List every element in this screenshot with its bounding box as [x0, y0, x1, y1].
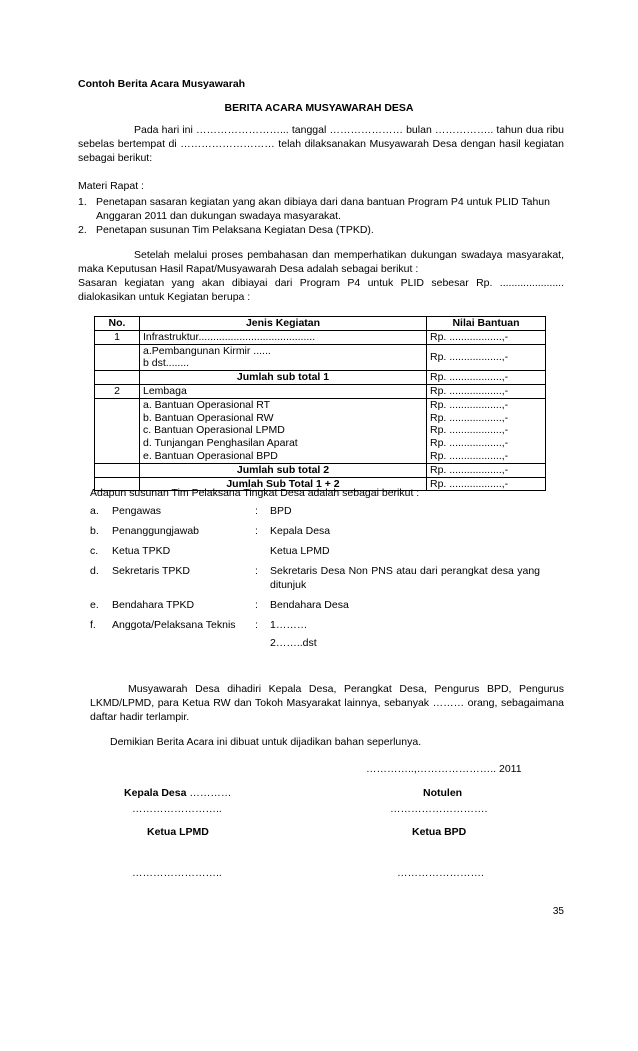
- kepala-desa-label: Kepala Desa: [124, 787, 187, 799]
- list-item: [90, 599, 560, 619]
- sub-item: a. Bantuan Operasional RT: [143, 398, 271, 411]
- total-label: Jumlah Sub Total 1 + 2: [140, 477, 427, 491]
- opening-paragraph: Pada hari ini ……………………... tanggal ………………… bulan …………….. tahun dua ribu sebelas bertempat di ……………………… telah dilaksanakan Musyawarah Desa dengan hasil kegiatan sebagai berikut:: [78, 124, 564, 164]
- ketua-bpd-name: …………………….: [397, 867, 484, 879]
- notulen-label: Notulen: [423, 787, 463, 799]
- ketua-lpmd-label: Ketua LPMD: [147, 826, 209, 838]
- row-jenis: [140, 344, 427, 371]
- table-row: [95, 398, 546, 463]
- target-paragraph: Sasaran kegiatan yang akan dibiayai dari Program P4 untuk PLID sebesar Rp. ...................... dialokasikan untuk Kegiatan berupa :: [78, 277, 564, 303]
- table-row: [95, 344, 546, 371]
- row-no: 2: [95, 384, 140, 398]
- tpk-list: [90, 505, 560, 655]
- attendance-paragraph: Musyawarah Desa dihadiri Kepala Desa, Perangkat Desa, Pengurus BPD, Pengurus LKMD/LPMD, para Ketua RW dan Tokoh Masyarakat lainnya, sebanyak ……… orang, sebagaimana daftar hadir terlampir.: [90, 683, 564, 723]
- tpk-letter: d.: [90, 565, 99, 577]
- list-text: Penetapan susunan Tim Pelaksana Kegiatan Desa (TPKD).: [96, 223, 374, 236]
- tpk-label: Sekretaris TPKD: [112, 565, 190, 577]
- table-row: [95, 463, 546, 477]
- tpk-letter: a.: [90, 505, 99, 517]
- row-no: 1: [95, 330, 140, 344]
- row-no-empty: [95, 398, 140, 463]
- tpk-value-line: 1………: [270, 619, 308, 631]
- row-value: Rp. ..................,-: [427, 371, 546, 385]
- materi-title: Materi Rapat :: [78, 180, 144, 192]
- header-no: No.: [95, 317, 140, 331]
- tpk-letter: f.: [90, 619, 96, 631]
- tpk-value-line: 2……..dst: [270, 636, 317, 649]
- sub-value: Rp. ..................,-: [430, 437, 509, 450]
- list-item: [90, 525, 560, 545]
- tpk-value: Bendahara Desa: [270, 599, 349, 611]
- row-no-empty: [95, 371, 140, 385]
- row-jenis: Lembaga: [140, 384, 427, 398]
- tpk-label: Pengawas: [112, 505, 162, 517]
- page-number: 35: [552, 906, 564, 917]
- tpk-letter: c.: [90, 545, 99, 557]
- tpk-intro: Adapun susunan Tim Pelaksana Tingkat Desa adalah sebagai berikut :: [90, 487, 420, 499]
- tpk-colon: :: [255, 525, 258, 537]
- table-row: [95, 384, 546, 398]
- tpk-label: Ketua TPKD: [112, 545, 171, 557]
- list-item: [90, 619, 560, 655]
- row-value: Rp. ..................,-: [427, 384, 546, 398]
- list-item: [90, 545, 560, 565]
- sub-value: Rp. ..................,-: [430, 424, 509, 437]
- list-item: [90, 505, 560, 525]
- table-row: [95, 330, 546, 344]
- tpk-colon: :: [255, 619, 258, 631]
- list-number: 1.: [78, 196, 87, 208]
- kepala-desa-dots: …………: [189, 787, 232, 799]
- tpk-letter: e.: [90, 599, 99, 611]
- row-value: Rp. ..................,-: [427, 330, 546, 344]
- table-header-row: [95, 317, 546, 331]
- decision-paragraph: Setelah melalui proses pembahasan dan memperhatikan dukungan swadaya masyarakat, maka Keputusan Hasil Rapat/Musyawarah Desa adalah sebagai berikut :: [78, 249, 564, 275]
- tpk-value: Ketua LPMD: [270, 545, 330, 557]
- tpk-value: BPD: [270, 505, 292, 517]
- sub-item: d. Tunjangan Penghasilan Aparat: [143, 437, 298, 450]
- tpk-colon: :: [255, 565, 258, 577]
- list-item: [90, 565, 560, 599]
- tpk-value: Kepala Desa: [270, 525, 331, 537]
- list-text: Penetapan sasaran kegiatan yang akan dibiaya dari dana bantuan Program P4 untuk PLID Tahun Anggaran 2011 dan dukungan swadaya masyarakat.: [96, 196, 550, 222]
- kepala-desa-name: ……………………..: [132, 803, 222, 815]
- list-item: [78, 224, 566, 238]
- header-nilai: Nilai Bantuan: [427, 317, 546, 331]
- row-value: [427, 398, 546, 463]
- sub-item: e. Bantuan Operasional BPD: [143, 449, 278, 462]
- row-jenis: [140, 398, 427, 463]
- tpk-label: Bendahara TPKD: [112, 599, 195, 611]
- table-row: [95, 371, 546, 385]
- row-no-empty: [95, 344, 140, 371]
- materi-list: [78, 196, 566, 238]
- sub-value: Rp. ..................,-: [430, 398, 509, 411]
- subtotal-label: Jumlah sub total 1: [140, 371, 427, 385]
- activity-table: [94, 316, 546, 491]
- sub-value: Rp. ..................,-: [430, 449, 509, 462]
- sub-item: b. Bantuan Operasional RW: [143, 411, 274, 424]
- list-item: [78, 196, 566, 224]
- sub-value: Rp. ..................,-: [430, 411, 509, 424]
- notulen-name: ……………………….: [390, 803, 488, 815]
- sub-item: a.Pembangunan Kirmir ......: [143, 344, 271, 357]
- row-no-empty: [95, 463, 140, 477]
- tpk-value: Sekretaris Desa Non PNS atau dari perangkat desa yang ditunjuk: [270, 565, 540, 591]
- closing-paragraph: Demikian Berita Acara ini dibuat untuk dijadikan bahan seperlunya.: [110, 736, 422, 748]
- ketua-lpmd-name: ……………………..: [132, 867, 222, 879]
- date-line: …………..,………………….. 2011: [366, 763, 522, 775]
- subtotal-label: Jumlah sub total 2: [140, 463, 427, 477]
- tpk-colon: :: [255, 505, 258, 517]
- row-value: Rp. ..................,-: [427, 477, 546, 491]
- row-value: Rp. ..................,-: [427, 344, 546, 371]
- kepala-desa-block: [124, 787, 231, 801]
- header-jenis: Jenis Kegiatan: [140, 317, 427, 331]
- sub-item: b dst........: [143, 357, 190, 370]
- tpk-value: [270, 619, 540, 651]
- tpk-label: Anggota/Pelaksana Teknis: [112, 619, 236, 631]
- ketua-bpd-label: Ketua BPD: [412, 826, 467, 838]
- tpk-label: Penanggungjawab: [112, 525, 199, 537]
- row-value: Rp. ..................,-: [427, 463, 546, 477]
- tpk-colon: :: [255, 599, 258, 611]
- document-title: BERITA ACARA MUSYAWARAH DESA: [224, 102, 414, 114]
- row-jenis: Infrastruktur........................................: [140, 330, 427, 344]
- list-number: 2.: [78, 223, 87, 236]
- document-heading: Contoh Berita Acara Musyawarah: [78, 78, 246, 90]
- tpk-letter: b.: [90, 525, 99, 537]
- sub-item: c. Bantuan Operasional LPMD: [143, 424, 285, 437]
